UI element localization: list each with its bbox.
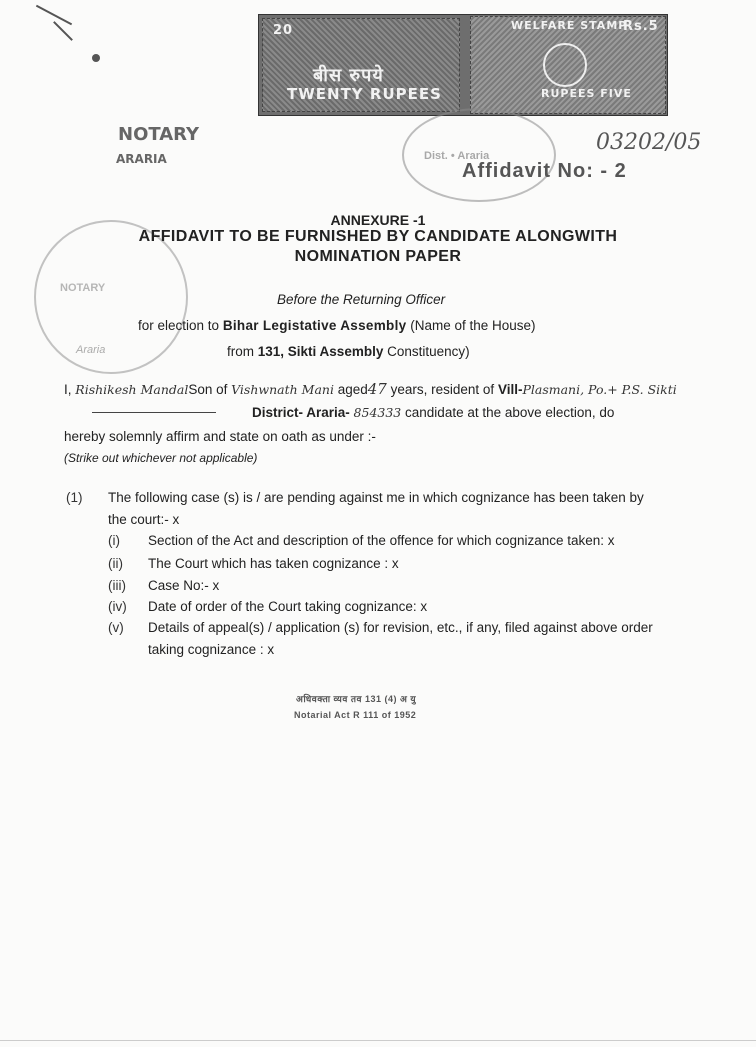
stamp-right-top: WELFARE STAMP — [511, 19, 628, 32]
list-item: Date of order of the Court taking cognizance: x — [148, 599, 428, 614]
welfare-stamp-right — [470, 16, 666, 114]
handwritten-number: 03202/05 — [596, 130, 702, 155]
house-name: Bihar Legistative Assembly — [222, 318, 407, 333]
list-item: The Court which has taken cognizance : x — [148, 556, 399, 571]
footer-stamp-line2: Notarial Act R 111 of 1952 — [294, 710, 417, 720]
footer-stamp-line1: अधिवक्ता व्यव तव 131 (4) अ यु — [296, 694, 417, 704]
candidate-name-handwritten: Rishikesh Mandal — [75, 382, 189, 397]
stamp-right-bottom: RUPEES FIVE — [541, 87, 632, 100]
house-suffix: (Name of the House) — [410, 318, 536, 333]
notary-seal-bottom: Araria — [76, 344, 106, 356]
section-1-text: The following case (s) is / are pending against me in which cognizance has been taken by — [108, 490, 644, 505]
before-officer: Before the Returning Officer — [277, 292, 446, 307]
ink-dot — [92, 54, 100, 62]
constituency-name: 131, Sikti Assembly — [257, 344, 384, 359]
constituency-prefix: from — [227, 344, 254, 359]
annexure-heading: ANNEXURE -1 — [330, 212, 426, 228]
stamp-left-value: TWENTY RUPEES — [287, 85, 442, 103]
notary-seal-text: NOTARY — [60, 282, 106, 294]
list-item: Details of appeal(s) / application (s) for revision, etc., if any, filed against above order — [148, 620, 653, 635]
address-handwritten: Plasmani, Po.+ P.S. Sikti — [522, 382, 677, 397]
section-1-text-cont: the court:- x — [108, 512, 180, 527]
notary-stamp-line1: NOTARY — [118, 124, 200, 145]
stamp-left-top: 20 — [273, 23, 294, 38]
pin-handwritten: 854333 — [353, 405, 402, 420]
election-line — [138, 318, 536, 333]
list-item: Case No:- x — [148, 578, 220, 593]
declaration-line-2 — [252, 405, 614, 420]
court-fee-stamp-left — [262, 18, 460, 112]
stamp-right-value: Rs.5 — [623, 19, 659, 34]
election-prefix: for election to — [138, 318, 220, 333]
constituency-line — [227, 344, 470, 359]
years-resident: years, resident of — [390, 382, 495, 397]
strike-note: (Strike out whichever not applicable) — [64, 451, 258, 465]
dist-seal-text: Dist. • Araria — [424, 150, 490, 162]
aged-label: aged — [337, 382, 368, 397]
vill-label: Vill- — [497, 382, 523, 397]
father-name-handwritten: Vishwnath Mani — [231, 382, 334, 397]
declaration-line-1 — [64, 380, 677, 398]
district-label: District- Araria- — [252, 405, 350, 420]
page-subtitle: NOMINATION PAPER — [294, 248, 462, 265]
list-item-number: (ii) — [108, 556, 123, 571]
page-bottom-edge — [0, 1040, 756, 1041]
declaration-i: I, — [64, 382, 72, 397]
age-handwritten: 47 — [367, 380, 387, 398]
emblem-icon — [543, 43, 587, 87]
constituency-suffix: Constituency) — [387, 344, 470, 359]
page-title: AFFIDAVIT TO BE FURNISHED BY CANDIDATE ALONGWITH — [138, 228, 618, 245]
candidate-text: candidate at the above election, do — [405, 405, 615, 420]
dist-seal — [402, 108, 556, 202]
stamp-left-hindi: बीस रुपये — [313, 65, 384, 86]
list-item-number: (v) — [108, 620, 124, 635]
notary-stamp-line2: ARARIA — [116, 152, 167, 166]
son-of: Son of — [188, 382, 228, 397]
affidavit-number-stamp: Affidavit No: - 2 — [462, 160, 627, 182]
underline-stroke — [92, 412, 216, 413]
list-item: Section of the Act and description of the offence for which cognizance taken: x — [148, 533, 615, 548]
list-item-number: (iii) — [108, 578, 126, 593]
list-item-number: (iv) — [108, 599, 127, 614]
section-1-number: (1) — [66, 490, 83, 505]
declaration-line-3: hereby solemnly affirm and state on oath as under :- — [64, 429, 376, 444]
list-item-cont: taking cognizance : x — [148, 642, 275, 657]
list-item-number: (i) — [108, 533, 120, 548]
